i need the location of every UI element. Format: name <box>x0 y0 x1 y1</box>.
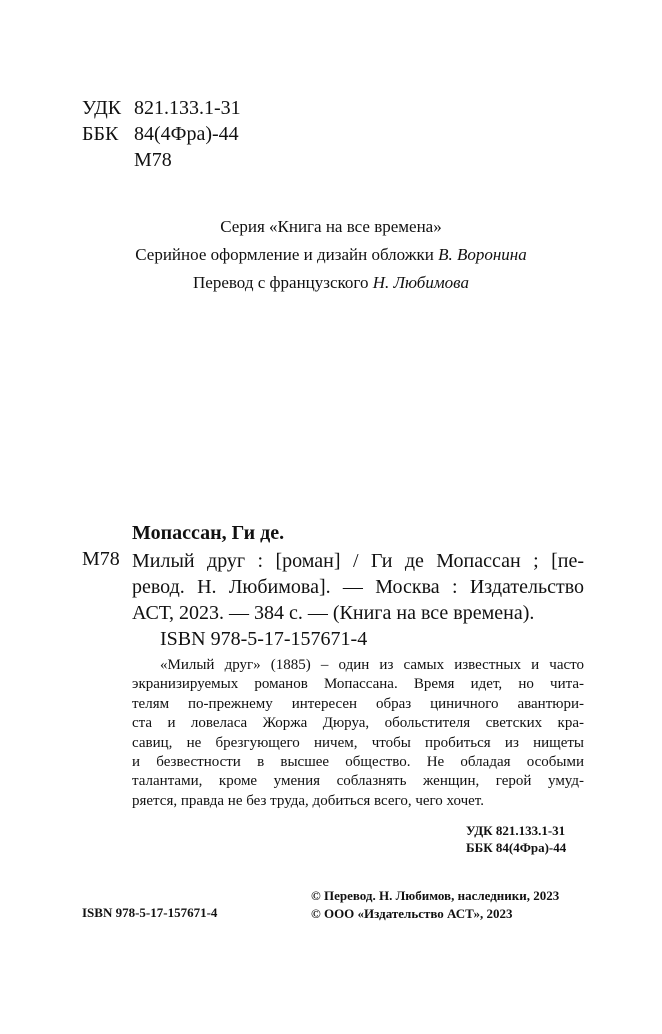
footer-isbn: ISBN 978-5-17-157671-4 <box>82 905 218 920</box>
copyright-translation: © Перевод. Н. Любимов, наследники, 2023 <box>311 888 560 903</box>
credits-block <box>0 213 662 297</box>
annotation-line: «Милый друг» (1885) – один из самых известных и часто <box>160 657 584 673</box>
annotation-line: экранизируемых романов Мопассана. Время идет, но чита- <box>132 676 584 693</box>
annotation-line: ста и ловеласа Жоржа Дюруа, обольстителя светских кра- <box>132 715 584 732</box>
footer-bbk: ББК 84(4Фра)-44 <box>466 840 567 855</box>
bbk-value: 84(4Фра)-44 <box>134 123 239 145</box>
footer-udk: УДК 821.133.1-31 <box>466 823 566 838</box>
udk-label: УДК <box>82 97 122 119</box>
biblio-mark: М78 <box>82 548 120 570</box>
annotation <box>132 656 584 811</box>
design-line <box>0 241 662 269</box>
udk-row <box>82 95 241 121</box>
annotation-line: талантами, кроме умения соблазнять женщин, герой умуд- <box>132 773 584 790</box>
copyright-block <box>311 887 559 923</box>
author-mark: М78 <box>134 149 172 171</box>
designer-name: В. Воронина <box>438 245 527 264</box>
bbk-label: ББК <box>82 123 119 145</box>
series-line: Серия «Книга на все времена» <box>220 217 442 236</box>
biblio-line: АСТ, 2023. — 384 с. — (Книга на все времена). <box>132 602 535 624</box>
biblio-line: Милый друг : [роман] / Ги де Мопассан ; [пе- <box>132 550 584 572</box>
translation-line <box>0 269 662 297</box>
bbk-row <box>82 121 241 147</box>
translator-name: Н. Любимова <box>372 273 469 292</box>
biblio-description <box>132 548 584 626</box>
annotation-line: телям по-прежнему интересен образ циничного авантюри- <box>132 695 584 712</box>
annotation-line: ряется, правда не без труда, добиться всего, чего хочет. <box>132 792 484 809</box>
translation-prefix: Перевод с французского <box>193 273 369 292</box>
annotation-line: савиц, не брезгующего ничем, чтобы пробиться из нищеты <box>132 734 584 751</box>
design-prefix: Серийное оформление и дизайн обложки <box>135 245 434 264</box>
biblio-author: Мопассан, Ги де. <box>132 522 285 544</box>
biblio-isbn: ISBN 978-5-17-157671-4 <box>160 628 368 650</box>
annotation-line: и безвестности в высшее общество. Не обладая особыми <box>132 754 584 771</box>
copyright-publisher: © ООО «Издательство АСТ», 2023 <box>311 906 513 921</box>
biblio-line: ревод. Н. Любимова]. — Москва : Издательство <box>132 576 584 598</box>
classification-codes <box>82 95 241 173</box>
footer-codes <box>466 822 566 856</box>
udk-value: 821.133.1-31 <box>134 97 241 119</box>
